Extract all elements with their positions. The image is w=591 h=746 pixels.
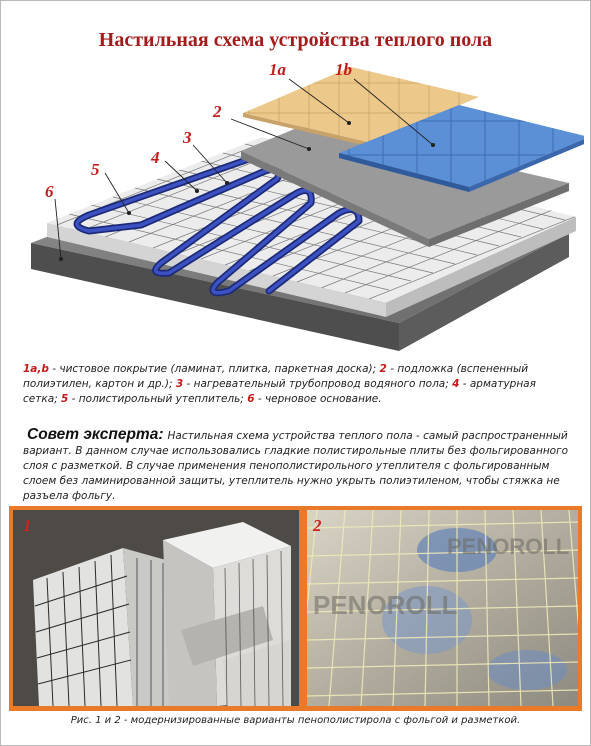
legend-text-5: - полистирольный утеплитель; — [68, 393, 248, 405]
expert-advice-body: Настильная схема устройства теплого пола - самый распространенный вариант. В данном случае использовались гладкие полистирольные плиты без фольгированного слоя с разметкой. В случае применения пенополистирольного утеплителя с фольгированным слоем без ламинированной защиты, утеплитель нужно укрыть полиэтиленом, чтобы стяжка не разъела фольгу. — [23, 430, 569, 502]
legend-num-2: 2 — [379, 363, 387, 375]
expert-advice-heading: Совет эксперта: — [27, 426, 164, 443]
label-5: 5 — [91, 160, 100, 179]
legend-num-1ab: 1a,b — [23, 363, 49, 375]
photo-1-label: 1 — [23, 516, 32, 535]
photo-frame — [9, 506, 582, 711]
legend-num-6: 6 — [247, 393, 255, 405]
expert-advice — [23, 427, 578, 504]
legend-text-6: - черновое основание. — [254, 393, 382, 405]
label-3: 3 — [183, 128, 192, 147]
photo-2-label: 2 — [313, 516, 322, 535]
label-6: 6 — [45, 182, 54, 201]
photo-foil-insulation — [307, 510, 578, 706]
label-4: 4 — [151, 148, 160, 167]
legend-num-5: 5 — [61, 393, 69, 405]
insulation-boards-illustration — [13, 510, 299, 706]
photo-insulation-boards — [13, 510, 299, 706]
legend-text-3: - нагревательный трубопровод водяного пола; — [183, 378, 453, 390]
legend-text-4: - арматурная сетка; — [23, 378, 536, 405]
floor-layer-diagram — [9, 53, 584, 353]
penoroll-watermark-bottom: PENOROLL — [313, 590, 458, 620]
penoroll-watermark-top: PENOROLL — [447, 534, 570, 559]
layer-legend — [23, 362, 571, 407]
page-title: Настильная схема устройства теплого пола — [98, 29, 493, 51]
legend-text-2: - подложка (вспененный полиэтилен, картон и др.); — [23, 363, 529, 390]
legend-num-4: 4 — [452, 378, 460, 390]
label-1b: 1b — [335, 60, 352, 79]
label-1a: 1a — [269, 60, 286, 79]
foil-insulation-illustration — [307, 510, 578, 706]
label-2: 2 — [213, 102, 222, 121]
legend-text-1ab: - чистовое покрытие (ламинат, плитка, паркетная доска); — [48, 363, 380, 375]
figure-caption: Рис. 1 и 2 - модернизированные варианты пенополистирола с фольгой и разметкой. — [70, 715, 521, 726]
legend-num-3: 3 — [175, 378, 184, 390]
